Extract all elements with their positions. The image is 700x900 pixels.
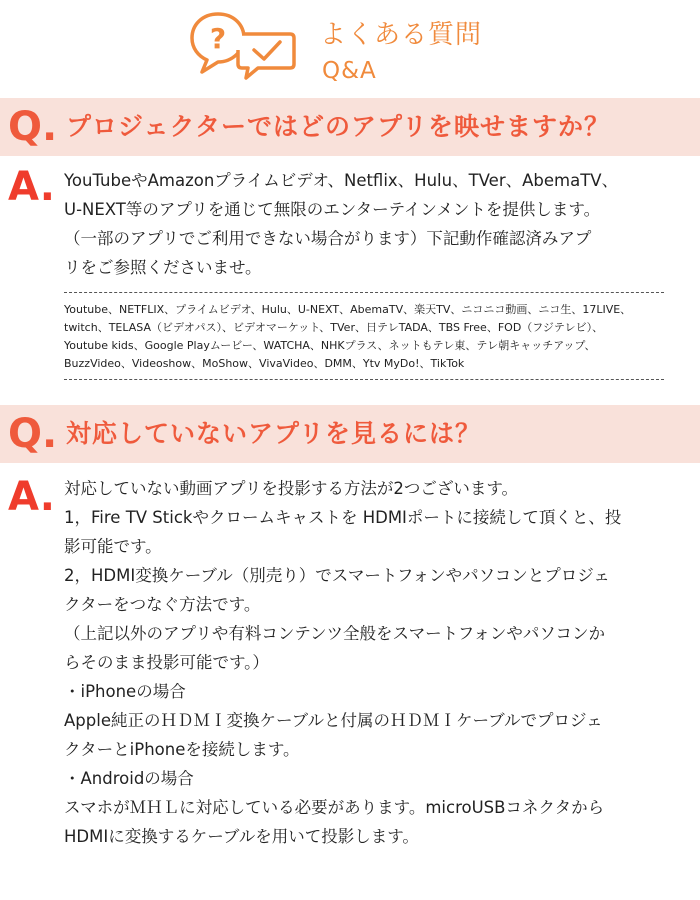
answer-line: HDMIに変換するケーブルを用いて投影します。 bbox=[64, 827, 419, 846]
answer-line: リをご参照くださいませ。 bbox=[64, 258, 262, 277]
answer-line: （上記以外のアプリや有料コンテンツ全般をスマートフォンやパソコンか bbox=[64, 624, 606, 643]
app-list-line: twitch、TELASA（ビデオパス）、ビデオマーケット、TVer、日テレTADA、TBS Free、FOD（フジテレビ）、 bbox=[64, 321, 604, 334]
answer-line: らそのまま投影可能です。） bbox=[64, 653, 269, 672]
answer-line: クターをつなぐ方法です。 bbox=[64, 595, 261, 614]
answer-body-1 bbox=[64, 166, 690, 388]
answer-line: ・iPhoneの場合 bbox=[64, 682, 186, 701]
answer-line: Apple純正のＨＤＭＩ変換ケーブルと付属のＨＤＭＩケーブルでプロジェ bbox=[64, 711, 603, 730]
answer-mark-label: A. bbox=[8, 164, 55, 210]
question-mark-label: Q. bbox=[8, 104, 58, 150]
answer-line: ・Androidの場合 bbox=[64, 769, 194, 788]
answer-line: U-NEXT等のアプリを通じて無限のエンターテインメントを提供します。 bbox=[64, 200, 601, 219]
page-title: よくある質問 bbox=[320, 20, 483, 50]
answer-line: （一部のアプリでご利用できない場合がります）下記動作確認済みアプ bbox=[64, 229, 592, 248]
answer-line: 対応していない動画アプリを投影する方法が2つございます。 bbox=[64, 479, 519, 498]
app-list-line: Youtube kids、Google Playムービー、WATCHA、NHKプラス、ネットもテレ東、テレ朝キャッチアップ、 bbox=[64, 339, 596, 352]
question-bar-1 bbox=[0, 98, 700, 156]
answer-line: 1，Fire TV Stickやクロームキャストを HDMIポートに接続して頂くと、投 bbox=[64, 508, 622, 527]
app-list-line: BuzzVideo、Videoshow、MoShow、VivaVideo、DMM、Ytv MyDo!、TikTok bbox=[64, 357, 465, 370]
question-mark-label: Q. bbox=[8, 411, 58, 457]
question-text-1: プロジェクターではどのアプリを映せますか？ bbox=[66, 112, 611, 141]
answer-line: YouTubeやAmazonプライムビデオ、Netflix、Hulu、TVer、AbemaTV、 bbox=[64, 171, 619, 190]
page-subtitle: Q&A bbox=[322, 58, 377, 84]
svg-text:?: ? bbox=[209, 22, 227, 55]
divider bbox=[64, 379, 664, 380]
speech-bubbles-question-check-icon bbox=[188, 10, 298, 86]
answer-body-2 bbox=[64, 474, 690, 851]
app-list-line: Youtube、NETFLIX、プライムビデオ、Hulu、U-NEXT、AbemaTV、楽天TV、ニコニコ動画、ニコ生、17LIVE、 bbox=[64, 303, 632, 316]
answer-line: 影可能です。 bbox=[64, 537, 162, 556]
answer-line: スマホがＭＨＬに対応している必要があります。microUSBコネクタから bbox=[64, 798, 605, 817]
answer-line: 2，HDMI変換ケーブル（別売り）でスマートフォンやパソコンとプロジェ bbox=[64, 566, 610, 585]
question-text-2: 対応していないアプリを見るには？ bbox=[66, 419, 482, 448]
question-bar-2 bbox=[0, 405, 700, 463]
faq-header bbox=[0, 0, 700, 95]
app-list bbox=[64, 292, 690, 380]
answer-line: クターとiPhoneを接続します。 bbox=[64, 740, 300, 759]
answer-mark-label: A. bbox=[8, 474, 55, 520]
